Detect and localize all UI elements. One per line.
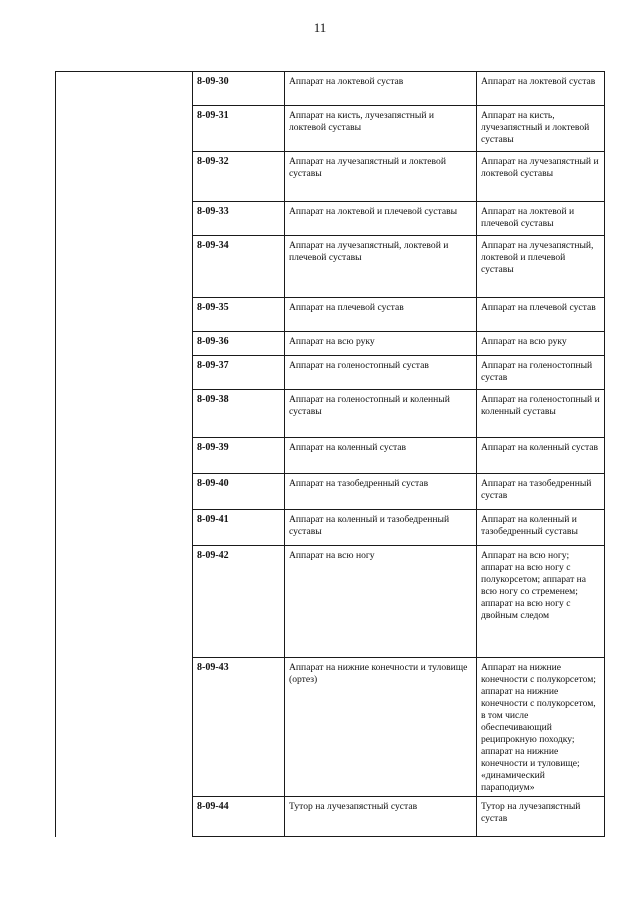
- code-cell: 8-09-30: [193, 72, 285, 106]
- item-name-cell: Аппарат на голеностопный и коленный суставы: [285, 390, 477, 438]
- empty-group-cell: [56, 72, 193, 837]
- item-name-cell: Аппарат на голеностопный сустав: [285, 356, 477, 390]
- code-cell: 8-09-35: [193, 298, 285, 332]
- item-name-cell: Аппарат на тазобедренный сустав: [285, 474, 477, 510]
- code-cell: 8-09-41: [193, 510, 285, 546]
- item-type-cell: Аппарат на коленный сустав: [477, 438, 605, 474]
- item-type-cell: Аппарат на плечевой сустав: [477, 298, 605, 332]
- table-row: [56, 72, 605, 106]
- item-name-cell: Аппарат на локтевой и плечевой суставы: [285, 202, 477, 236]
- code-cell: 8-09-37: [193, 356, 285, 390]
- item-type-cell: Тутор на лучезапястный сустав: [477, 797, 605, 837]
- code-cell: 8-09-44: [193, 797, 285, 837]
- item-name-cell: Аппарат на всю руку: [285, 332, 477, 356]
- item-name-cell: Аппарат на лучезапястный и локтевой суставы: [285, 152, 477, 202]
- item-name-cell: Аппарат на всю ногу: [285, 546, 477, 658]
- item-name-cell: Аппарат на локтевой сустав: [285, 72, 477, 106]
- table-body: [56, 72, 605, 837]
- item-type-cell: Аппарат на локтевой и плечевой суставы: [477, 202, 605, 236]
- item-name-cell: Аппарат на нижние конечности и туловище (ортез): [285, 658, 477, 797]
- code-cell: 8-09-38: [193, 390, 285, 438]
- item-type-cell: Аппарат на тазобедренный сустав: [477, 474, 605, 510]
- code-cell: 8-09-33: [193, 202, 285, 236]
- item-type-cell: Аппарат на голеностопный сустав: [477, 356, 605, 390]
- code-cell: 8-09-34: [193, 236, 285, 298]
- code-cell: 8-09-31: [193, 106, 285, 152]
- item-name-cell: Аппарат на коленный сустав: [285, 438, 477, 474]
- item-type-cell: Аппарат на всю ногу; аппарат на всю ногу с полукорсетом; аппарат на всю ногу со стременем; аппарат на всю ногу с двойным следом: [477, 546, 605, 658]
- item-type-cell: Аппарат на коленный и тазобедренный суставы: [477, 510, 605, 546]
- item-name-cell: Аппарат на лучезапястный, локтевой и плечевой суставы: [285, 236, 477, 298]
- item-type-cell: Аппарат на лучезапястный и локтевой суставы: [477, 152, 605, 202]
- item-type-cell: Аппарат на лучезапястный, локтевой и плечевой суставы: [477, 236, 605, 298]
- code-cell: 8-09-39: [193, 438, 285, 474]
- code-cell: 8-09-36: [193, 332, 285, 356]
- item-type-cell: Аппарат на всю руку: [477, 332, 605, 356]
- item-type-cell: Аппарат на голеностопный и коленный суставы: [477, 390, 605, 438]
- page-number: 11: [313, 20, 327, 35]
- item-name-cell: Аппарат на кисть, лучезапястный и локтевой суставы: [285, 106, 477, 152]
- code-cell: 8-09-43: [193, 658, 285, 797]
- item-type-cell: Аппарат на нижние конечности с полукорсетом; аппарат на нижние конечности с полукорсетом, в том числе обеспечивающий реципрокную походку; аппарат на нижние конечности и туловище; «динамический параподиум»: [477, 658, 605, 797]
- code-cell: 8-09-42: [193, 546, 285, 658]
- product-code-table: [55, 71, 605, 837]
- item-type-cell: Аппарат на локтевой сустав: [477, 72, 605, 106]
- item-name-cell: Аппарат на коленный и тазобедренный суставы: [285, 510, 477, 546]
- item-name-cell: Аппарат на плечевой сустав: [285, 298, 477, 332]
- code-cell: 8-09-40: [193, 474, 285, 510]
- item-name-cell: Тутор на лучезапястный сустав: [285, 797, 477, 837]
- item-type-cell: Аппарат на кисть, лучезапястный и локтевой суставы: [477, 106, 605, 152]
- code-cell: 8-09-32: [193, 152, 285, 202]
